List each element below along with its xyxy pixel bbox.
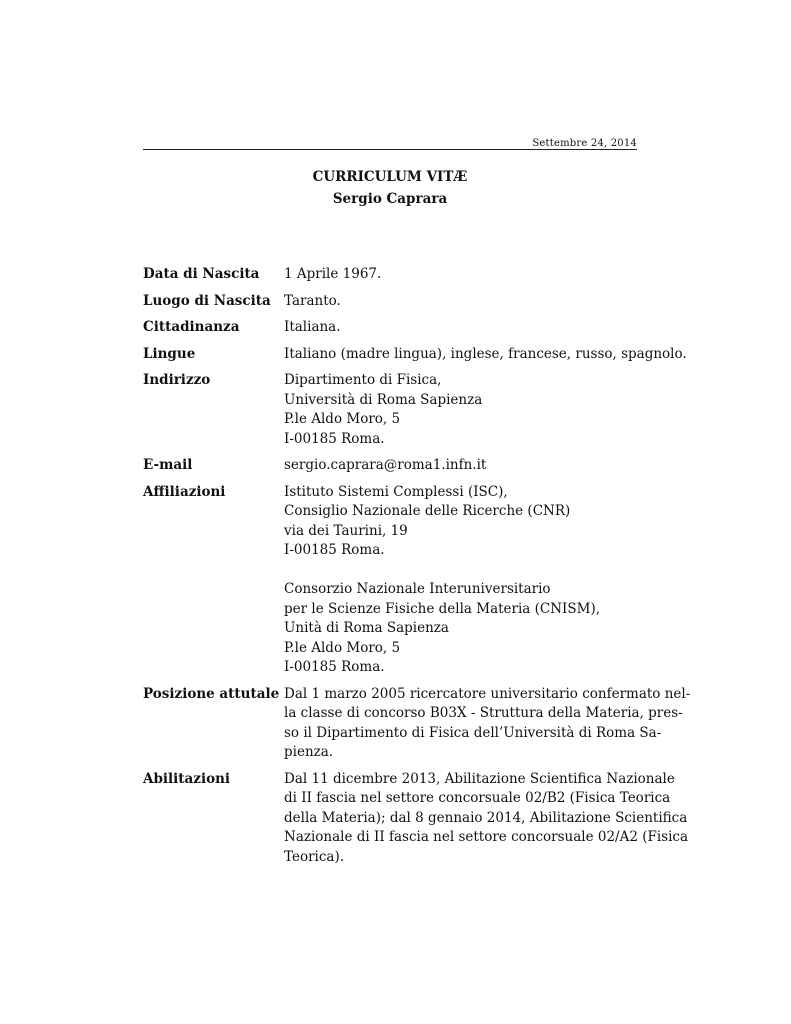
entry-label: E-mail [143, 457, 193, 473]
entry-posizione-attutale [143, 685, 691, 763]
entry-label: Posizione attutale [143, 685, 280, 702]
value-line: per le Scienze Fisiche della Materia (CNISM), [284, 600, 601, 617]
value-line: Italiana. [284, 319, 341, 335]
value-line: Dal 11 dicembre 2013, Abilitazione Scientifica Nazionale [284, 770, 675, 787]
value-line: Unità di Roma Sapienza [284, 620, 449, 636]
title-cv: CURRICULUM VITÆ [312, 169, 468, 185]
value-line: so il Dipartimento di Fisica dell’Università di Roma Sa- [284, 724, 662, 741]
value-line: I-00185 Roma. [284, 542, 385, 558]
value-line: I-00185 Roma. [284, 659, 385, 675]
entry-indirizzo [143, 371, 637, 449]
title-name: Sergio Caprara [332, 191, 448, 207]
entry-label: Cittadinanza [143, 319, 240, 335]
value-line: I-00185 Roma. [284, 430, 385, 447]
entry-affiliazioni [143, 483, 637, 678]
document-title [143, 166, 637, 210]
entry-value [284, 292, 637, 312]
entry-value [284, 685, 690, 763]
entry-luogo-di-nascita [143, 292, 637, 312]
email-address: sergio.caprara@roma1.infn.it [284, 457, 487, 473]
entry-abilitazioni [143, 770, 689, 868]
value-line: della Materia); dal 8 gennaio 2014, Abilitazione Scientifica [284, 809, 688, 826]
entry-label: Affiliazioni [143, 483, 226, 500]
entry-value [284, 265, 637, 285]
header-date: Settembre 24, 2014 [532, 138, 637, 149]
header-rule [143, 149, 637, 150]
entry-value [284, 770, 688, 868]
value-line: Nazionale di II fascia nel settore concorsuale 02/A2 (Fisica [284, 829, 689, 845]
entry-label: Luogo di Nascita [143, 292, 271, 309]
value-line: P.le Aldo Moro, 5 [284, 639, 401, 656]
value-line: pienza. [284, 744, 334, 760]
value-line: Consorzio Nazionale Interuniversitario [284, 581, 551, 597]
paragraph-gap [284, 561, 637, 581]
entry-label: Data di Nascita [143, 266, 260, 282]
value-line: Dal 1 marzo 2005 ricercatore universitario confermato nel- [284, 685, 691, 702]
entry-value [284, 456, 637, 476]
entry-label: Abilitazioni [143, 770, 231, 787]
entry-data-di-nascita [143, 265, 637, 285]
value-line: 1 Aprile 1967. [284, 266, 382, 282]
value-line: Dipartimento di Fisica, [284, 372, 442, 388]
entry-value [284, 318, 637, 338]
entry-label: Lingue [143, 345, 196, 362]
entry-email [143, 456, 637, 476]
value-line: Consiglio Nazionale delle Ricerche (CNR) [284, 503, 571, 519]
entry-cittadinanza [143, 318, 637, 338]
value-line: di II fascia nel settore concorsuale 02/B2 (Fisica Teorica [284, 790, 671, 806]
entry-value [284, 345, 687, 365]
entry-value [284, 483, 637, 678]
value-line: Università di Roma Sapienza [284, 391, 483, 408]
entry-value [284, 371, 637, 449]
value-line: Teorica). [284, 848, 345, 865]
entry-lingue [143, 345, 687, 365]
value-line: Taranto. [284, 292, 341, 309]
value-line: Istituto Sistemi Complessi (ISC), [284, 483, 508, 500]
entry-label: Indirizzo [143, 372, 211, 388]
value-line: Italiano (madre lingua), inglese, francese, russo, spagnolo. [284, 345, 687, 362]
value-line: P.le Aldo Moro, 5 [284, 411, 401, 427]
value-line: via dei Taurini, 19 [284, 522, 408, 539]
cv-entries [143, 265, 691, 874]
value-line: la classe di concorso B03X - Struttura della Materia, pres- [284, 705, 683, 721]
